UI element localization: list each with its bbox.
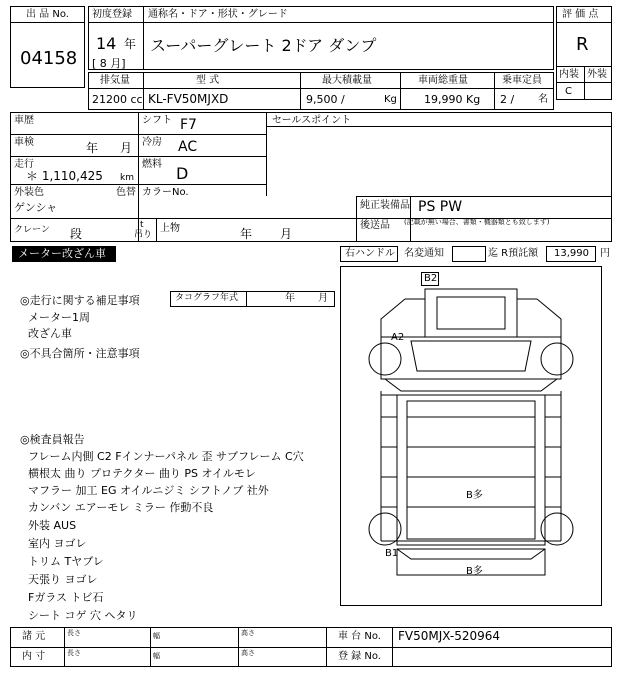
- divider: [326, 627, 327, 667]
- model-name: スーパーグレート 2ドア ダンプ: [150, 36, 377, 55]
- steering: 右ハンドル: [345, 248, 395, 259]
- damage-label: A2: [391, 332, 405, 343]
- recycle-unit: 円: [600, 248, 610, 259]
- damage-label: B1: [385, 548, 399, 559]
- recycle-label: 迄 R預託額: [488, 248, 539, 259]
- model-code-label: 型 式: [196, 75, 220, 86]
- mileage-label: 走行: [14, 159, 34, 170]
- registration-year-unit: 年: [124, 37, 137, 51]
- score-label: 評 価 点: [562, 9, 599, 20]
- upper-body-year: 年: [240, 227, 253, 241]
- dimensions-label: 諸 元: [22, 631, 46, 642]
- inspector-line: マフラー 加工 EG オイルニジミ シフトノブ 社外: [28, 484, 269, 497]
- damage-label: B多: [466, 490, 483, 501]
- shift: F7: [180, 117, 197, 133]
- height-label: 高さ: [241, 629, 255, 637]
- exterior-score-label: 外装: [587, 69, 607, 80]
- chassis-number: FV50MJX-520964: [398, 629, 501, 643]
- inspector-line: 室内 ヨゴレ: [28, 537, 87, 550]
- crane-label: クレーン: [14, 225, 50, 235]
- divider: [494, 72, 495, 110]
- interior-score-label: 内装: [559, 69, 579, 80]
- displacement: 21200 cc: [92, 93, 143, 106]
- odometer-tampered-badge: メーター改ざん車: [12, 246, 116, 262]
- tachograph-year: 年: [285, 293, 295, 304]
- sales-point-label: セールスポイント: [272, 115, 352, 126]
- divider: [138, 112, 139, 242]
- damage-diagram: [340, 266, 602, 606]
- inspector-line: カンバン エアーモレ ミラー 作動不良: [28, 501, 214, 514]
- divider: [238, 627, 239, 667]
- inspector-line: Fガラス トビ石: [28, 591, 104, 604]
- divider: [88, 88, 554, 89]
- history-label: 車歴: [14, 115, 34, 126]
- crane-hanging: 吊り: [134, 230, 153, 240]
- interior-score: C: [565, 86, 572, 97]
- max-load-label: 最大積載量: [322, 75, 372, 86]
- inspector-line: トリム Tヤブレ: [28, 555, 104, 568]
- color-change-label: 色替: [116, 187, 136, 198]
- divider: [143, 72, 144, 110]
- equipment-label: 純正装備品: [360, 200, 410, 211]
- upper-body-label: 上物: [160, 223, 180, 234]
- supplement-line: 改ざん車: [28, 327, 72, 340]
- max-load: 9,500 /: [306, 93, 345, 106]
- fuel: D: [176, 164, 189, 183]
- tachograph-label: タコグラフ年式: [175, 293, 239, 303]
- upper-body-month: 月: [280, 227, 293, 241]
- inspector-heading: ◎検査員報告: [20, 433, 85, 446]
- lot-number: 04158: [20, 48, 78, 69]
- length-label: 長さ: [67, 649, 81, 657]
- inspector-line: シート コゲ 穴 ヘタリ: [28, 609, 138, 622]
- tachograph-month: 月: [318, 293, 328, 304]
- crane-ton: t: [140, 220, 144, 230]
- mileage-unit: km: [120, 173, 134, 183]
- aftermarket-note: (記載が無い場合、書類・機器類とも致します): [404, 218, 550, 226]
- supplement-heading: ◎走行に関する補足事項: [20, 294, 140, 307]
- divider: [156, 218, 157, 242]
- displacement-label: 排気量: [100, 75, 130, 86]
- shift-label: シフト: [142, 115, 172, 126]
- ownership-notice: 名変通知: [404, 248, 444, 259]
- capacity: 2 /: [500, 93, 515, 106]
- ac-label: 冷房: [142, 137, 162, 148]
- inspector-line: 天張り ヨゴレ: [28, 573, 98, 586]
- defect-heading: ◎不具合箇所・注意事項: [20, 347, 140, 360]
- damage-label: B多: [466, 566, 483, 577]
- divider: [356, 196, 357, 242]
- crane-stage: 段: [70, 227, 83, 241]
- height-label: 高さ: [241, 649, 255, 657]
- model-code: KL-FV50MJXD: [148, 92, 229, 106]
- color-code-label: カラーNo.: [142, 187, 189, 198]
- interior-dimensions-label: 内 寸: [22, 651, 46, 662]
- color-value: ゲンシャ: [14, 201, 58, 214]
- ac: AC: [178, 139, 198, 155]
- inspection-year: 年: [86, 141, 99, 155]
- inspection-label: 車検: [14, 137, 34, 148]
- divider: [64, 627, 65, 667]
- lot-number-label: 出 品 No.: [26, 9, 69, 20]
- divider: [150, 627, 151, 667]
- chassis-label: 車 台 No.: [338, 631, 381, 642]
- divider: [584, 66, 585, 100]
- divider: [400, 72, 401, 110]
- divider: [10, 647, 612, 648]
- inspector-line: 外装 AUS: [28, 519, 77, 532]
- truck-outline: [341, 267, 601, 605]
- divider: [356, 196, 612, 197]
- divider: [556, 22, 612, 23]
- divider: [246, 291, 247, 307]
- color-label: 外装色: [14, 187, 44, 198]
- capacity-unit: 名: [538, 94, 548, 105]
- divider: [88, 22, 554, 23]
- divider: [10, 156, 266, 157]
- registration-year: 14: [96, 34, 117, 53]
- recycle-fee: 13,990: [554, 248, 589, 259]
- inspection-month: 月: [120, 141, 133, 155]
- fuel-label: 燃料: [142, 159, 162, 170]
- divider: [266, 112, 267, 196]
- registration-month: [ 8 月]: [92, 57, 126, 70]
- divider: [266, 126, 612, 127]
- inspector-line: フレーム内側 C2 Fインナーパネル 歪 サブフレーム C穴: [28, 450, 304, 463]
- width-label: 幅: [153, 652, 160, 660]
- overall-score: R: [576, 34, 589, 55]
- damage-label: B2: [424, 273, 438, 284]
- registration-number-label: 登 録 No.: [338, 651, 381, 662]
- first-registration-label: 初度登録: [92, 9, 132, 20]
- divider: [143, 6, 144, 70]
- divider: [392, 627, 393, 667]
- length-label: 長さ: [67, 629, 81, 637]
- divider: [10, 184, 266, 185]
- inspector-line: 横根太 曲り プロテクター 曲り PS オイルモレ: [28, 467, 256, 480]
- divider: [300, 72, 301, 110]
- mileage: ＊ 1,110,425: [26, 169, 103, 183]
- divider: [10, 22, 85, 23]
- equipment: PS PW: [418, 199, 463, 215]
- divider: [10, 134, 266, 135]
- aftermarket-label: 後送品: [360, 220, 390, 231]
- gross-weight: 19,990 Kg: [424, 93, 481, 106]
- width-label: 幅: [153, 632, 160, 640]
- supplement-line: メーター1周: [28, 311, 90, 324]
- gross-weight-label: 車両総重量: [418, 75, 468, 86]
- ownership-box: [452, 246, 486, 262]
- model-grade-header: 通称名・ドア・形状・グレード: [148, 9, 288, 20]
- capacity-label: 乗車定員: [502, 75, 542, 86]
- max-load-unit: Kg: [384, 94, 397, 105]
